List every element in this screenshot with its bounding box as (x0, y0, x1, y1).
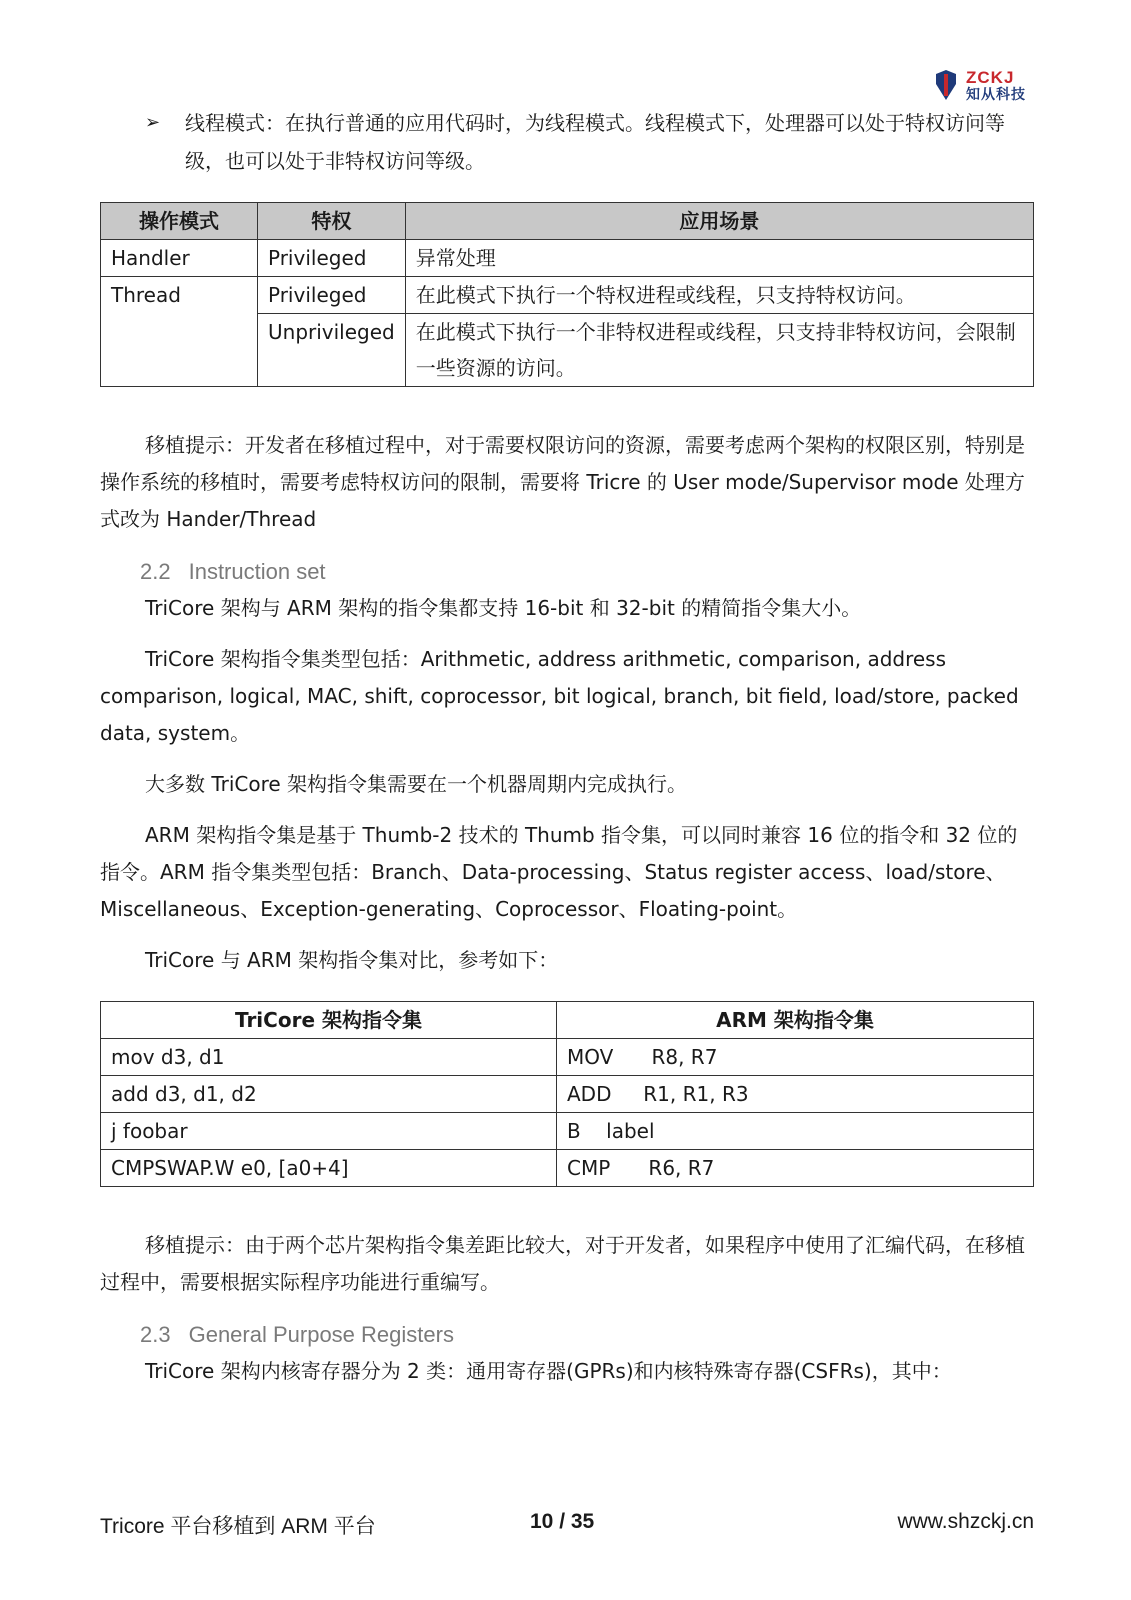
table-row (101, 240, 1034, 277)
section-heading-2-2 (100, 554, 1034, 590)
section-title: General Purpose Registers (188, 1322, 454, 1347)
table-cell: Handler (101, 240, 258, 277)
company-logo (932, 68, 1038, 102)
table-cell: B label (557, 1113, 1034, 1150)
logo-english: ZCKJ (966, 68, 1015, 87)
paragraph: TriCore 与 ARM 架构指令集对比，参考如下： (145, 948, 559, 972)
header-cell: 应用场景 (405, 203, 1033, 240)
isa-comparison-table (100, 1001, 1034, 1187)
footer-doc-title: Tricore 平台移植到 ARM 平台 (100, 1515, 376, 1538)
page-content (100, 104, 1034, 1390)
header-cell: ARM 架构指令集 (557, 1002, 1034, 1039)
table-cell: CMP R6, R7 (557, 1150, 1034, 1187)
header-cell: TriCore 架构指令集 (101, 1002, 557, 1039)
paragraph: ARM 架构指令集是基于 Thumb-2 技术的 Thumb 指令集，可以同时兼容 16 位的指令和 32 位的指令。ARM 指令集类型包括：Branch、Data-processing、Status register access、load/store、Miscellaneous、Exception-generating、Coprocessor、Floating-point。 (100, 823, 1018, 921)
table-row (101, 277, 1034, 314)
table-cell: 异常处理 (405, 240, 1033, 277)
logo-chinese: 知从科技 (966, 87, 1026, 103)
section-number: 2.2 (140, 559, 171, 584)
paragraph: 大多数 TriCore 架构指令集需要在一个机器周期内完成执行。 (145, 772, 688, 796)
logo-mark-icon (932, 70, 960, 100)
thread-mode-bullet (100, 104, 1034, 180)
section-heading-2-3 (100, 1317, 1034, 1353)
page-number: 10 / 35 (530, 1510, 595, 1533)
isa-table-header (101, 1002, 1034, 1039)
table-cell: Thread (101, 277, 258, 387)
arrow-bullet-icon: ➢ (145, 112, 161, 133)
paragraph: TriCore 架构与 ARM 架构的指令集都支持 16-bit 和 32-bit 的精简指令集大小。 (145, 596, 862, 620)
table-row (101, 1113, 1034, 1150)
footer-website: www.shzckj.cn (897, 1510, 1034, 1533)
table-row (101, 1076, 1034, 1113)
table-cell: Privileged (258, 240, 406, 277)
mode-table (100, 202, 1034, 387)
paragraph: TriCore 架构内核寄存器分为 2 类：通用寄存器(GPRs)和内核特殊寄存器(CSFRs)，其中： (145, 1359, 952, 1383)
porting-tip-1: 移植提示：开发者在移植过程中，对于需要权限访问的资源，需要考虑两个架构的权限区别，特别是操作系统的移植时，需要考虑特权访问的限制，需要将 Tricre 的 User mode/Supervisor mode 处理方式改为 Hander/Thread (100, 433, 1025, 531)
header-cell: 操作模式 (101, 203, 258, 240)
table-cell: Unprivileged (258, 314, 406, 387)
table-cell: Privileged (258, 277, 406, 314)
bullet-text: 线程模式：在执行普通的应用代码时，为线程模式。线程模式下，处理器可以处于特权访问等级，也可以处于非特权访问等级。 (185, 111, 1005, 173)
section-title: Instruction set (188, 559, 326, 584)
mode-table-header (101, 203, 1034, 240)
table-cell: CMPSWAP.W e0, [a0+4] (101, 1150, 557, 1187)
header-cell: 特权 (258, 203, 406, 240)
table-cell: MOV R8, R7 (557, 1039, 1034, 1076)
section-number: 2.3 (140, 1322, 171, 1347)
table-cell: mov d3, d1 (101, 1039, 557, 1076)
table-row (101, 1039, 1034, 1076)
table-cell: j foobar (101, 1113, 557, 1150)
porting-tip-2: 移植提示：由于两个芯片架构指令集差距比较大，对于开发者，如果程序中使用了汇编代码，在移植过程中，需要根据实际程序功能进行重编写。 (100, 1233, 1025, 1294)
table-cell: 在此模式下执行一个特权进程或线程，只支持特权访问。 (405, 277, 1033, 314)
paragraph: TriCore 架构指令集类型包括：Arithmetic, address arithmetic, comparison, address comparison, logical, MAC, shift, coprocessor, bit logical, branch, bit field, load/store, packed data, system。 (100, 647, 1019, 745)
table-cell: add d3, d1, d2 (101, 1076, 557, 1113)
table-cell: 在此模式下执行一个非特权进程或线程，只支持非特权访问，会限制一些资源的访问。 (405, 314, 1033, 387)
table-row (101, 1150, 1034, 1187)
table-cell: ADD R1, R1, R3 (557, 1076, 1034, 1113)
